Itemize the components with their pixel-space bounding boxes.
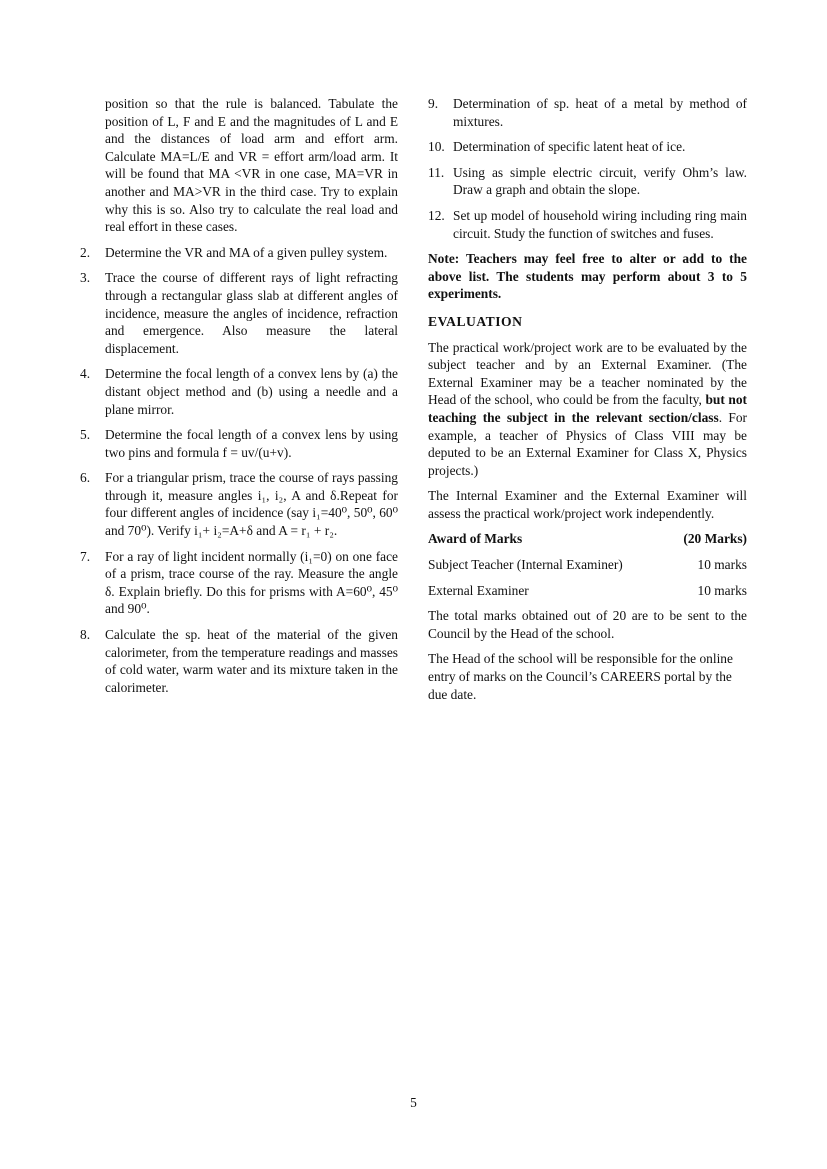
item-text: Using as simple electric circuit, verify Ohm’s law. Draw a graph and obtain the slope. <box>453 164 747 198</box>
right-column <box>428 95 747 711</box>
evaluation-heading: EVALUATION <box>428 313 523 329</box>
marks-row <box>428 582 747 600</box>
award-total: (20 Marks) <box>683 531 747 547</box>
item-number: 7. <box>80 548 91 564</box>
left-column <box>80 95 398 704</box>
item-number: 11. <box>428 164 445 180</box>
marks-label: Subject Teacher (Internal Examiner) <box>428 557 623 573</box>
item-number: 9. <box>428 96 439 111</box>
item-text: Determine the VR and MA of a given pulley system. <box>105 244 388 260</box>
item-text: Determine the focal length of a convex lens by using two pins and formula f = uv/(u+v). <box>105 427 398 460</box>
list-item <box>80 365 398 418</box>
text: . For example, a teacher of Physics of Class VIII may be deputed to be an External Examiner for Class X, Physics projects.) <box>428 409 747 478</box>
award-label: Award of Marks <box>428 531 523 547</box>
note: Note: Teachers may feel free to alter or add to the above list. The students may perform about 3 to 5 experiments. <box>428 251 747 302</box>
evaluation-paragraph <box>428 339 747 480</box>
item-number: 10. <box>428 139 445 155</box>
item-number: 2. <box>80 244 91 260</box>
list-item <box>80 469 398 539</box>
item-number: 4. <box>80 366 91 382</box>
text: The practical work/project work are to be evaluated by the subject teacher and by an External Examiner. (The External Examiner may be a teacher nominated by the Head of the school, who could be from the faculty, <box>428 339 747 408</box>
marks-row <box>428 556 747 574</box>
item-number: 3. <box>80 270 91 286</box>
item-text: Determine the focal length of a convex lens by (a) the distant object method and (b) using a needle and a plane mirror. <box>105 366 398 417</box>
emphasis: but not teaching the subject in the relevant section/class <box>428 392 747 425</box>
item-number: 12. <box>428 207 445 223</box>
list-item <box>80 269 398 357</box>
examiner-paragraph: The Internal Examiner and the External Examiner will assess the practical work/project work independently. <box>428 488 747 521</box>
online-entry-paragraph: The Head of the school will be responsible for the online entry of marks on the Council’s CAREERS portal by the due date. <box>428 651 733 702</box>
award-header <box>428 530 747 548</box>
item-text: Set up model of household wiring including ring main circuit. Study the function of switches and fuses. <box>453 207 747 241</box>
item-text: Calculate the sp. heat of the material of the given calorimeter, from the temperature readings and masses of cold water, warm water and its mixture taken in the calorimeter. <box>105 627 398 695</box>
list-item <box>80 426 398 461</box>
list-item <box>80 244 398 262</box>
item-text: For a triangular prism, trace the course of rays passing through it, measure angles i₁, i₂, A and δ.Repeat for four different angles of incidence (say i₁=40⁰, 50⁰, 60⁰ and 70⁰). Verify i₁+ i₂=A+δ and A = r₁ + r₂. <box>105 470 398 539</box>
item-number: 5. <box>80 427 91 443</box>
item-1-continuation: position so that the rule is balanced. Tabulate the position of L, F and E and the magnitudes of L and E and the distances of load arm and effort arm. Calculate MA=L/E and VR = effort arm/load arm. It will be found that MA <VR in one case, MA=VR in another and MA>VR in the third case. Try to explain why this is so. Also try to calculate the real load and real effort in these cases. <box>105 96 398 235</box>
marks-value: 10 marks <box>697 582 747 598</box>
list-item <box>80 548 398 618</box>
item-number: 8. <box>80 627 91 643</box>
item-text: Trace the course of different rays of light refracting through a rectangular glass slab at different angles of incidence, measure the angles of incidence, refraction and emergence. Also measure the lateral displacement. <box>105 270 398 356</box>
list-item <box>80 626 398 696</box>
page-number: 5 <box>410 1095 417 1110</box>
marks-label: External Examiner <box>428 582 529 598</box>
list-item <box>428 95 747 130</box>
item-text: For a ray of light incident normally (i₁=0) on one face of a prism, trace course of the ray. Measure the angle δ. Explain briefly. Do this for prisms with A=60⁰, 45⁰ and 90⁰. <box>105 548 398 617</box>
item-text: Determination of specific latent heat of ice. <box>453 139 686 155</box>
marks-value: 10 marks <box>697 557 747 573</box>
list-item <box>428 164 747 199</box>
list-item <box>428 207 747 242</box>
item-number: 6. <box>80 470 91 486</box>
total-marks-paragraph: The total marks obtained out of 20 are to be sent to the Council by the Head of the school. <box>428 608 747 641</box>
list-item <box>428 138 747 156</box>
item-text: Determination of sp. heat of a metal by method of mixtures. <box>453 96 747 129</box>
